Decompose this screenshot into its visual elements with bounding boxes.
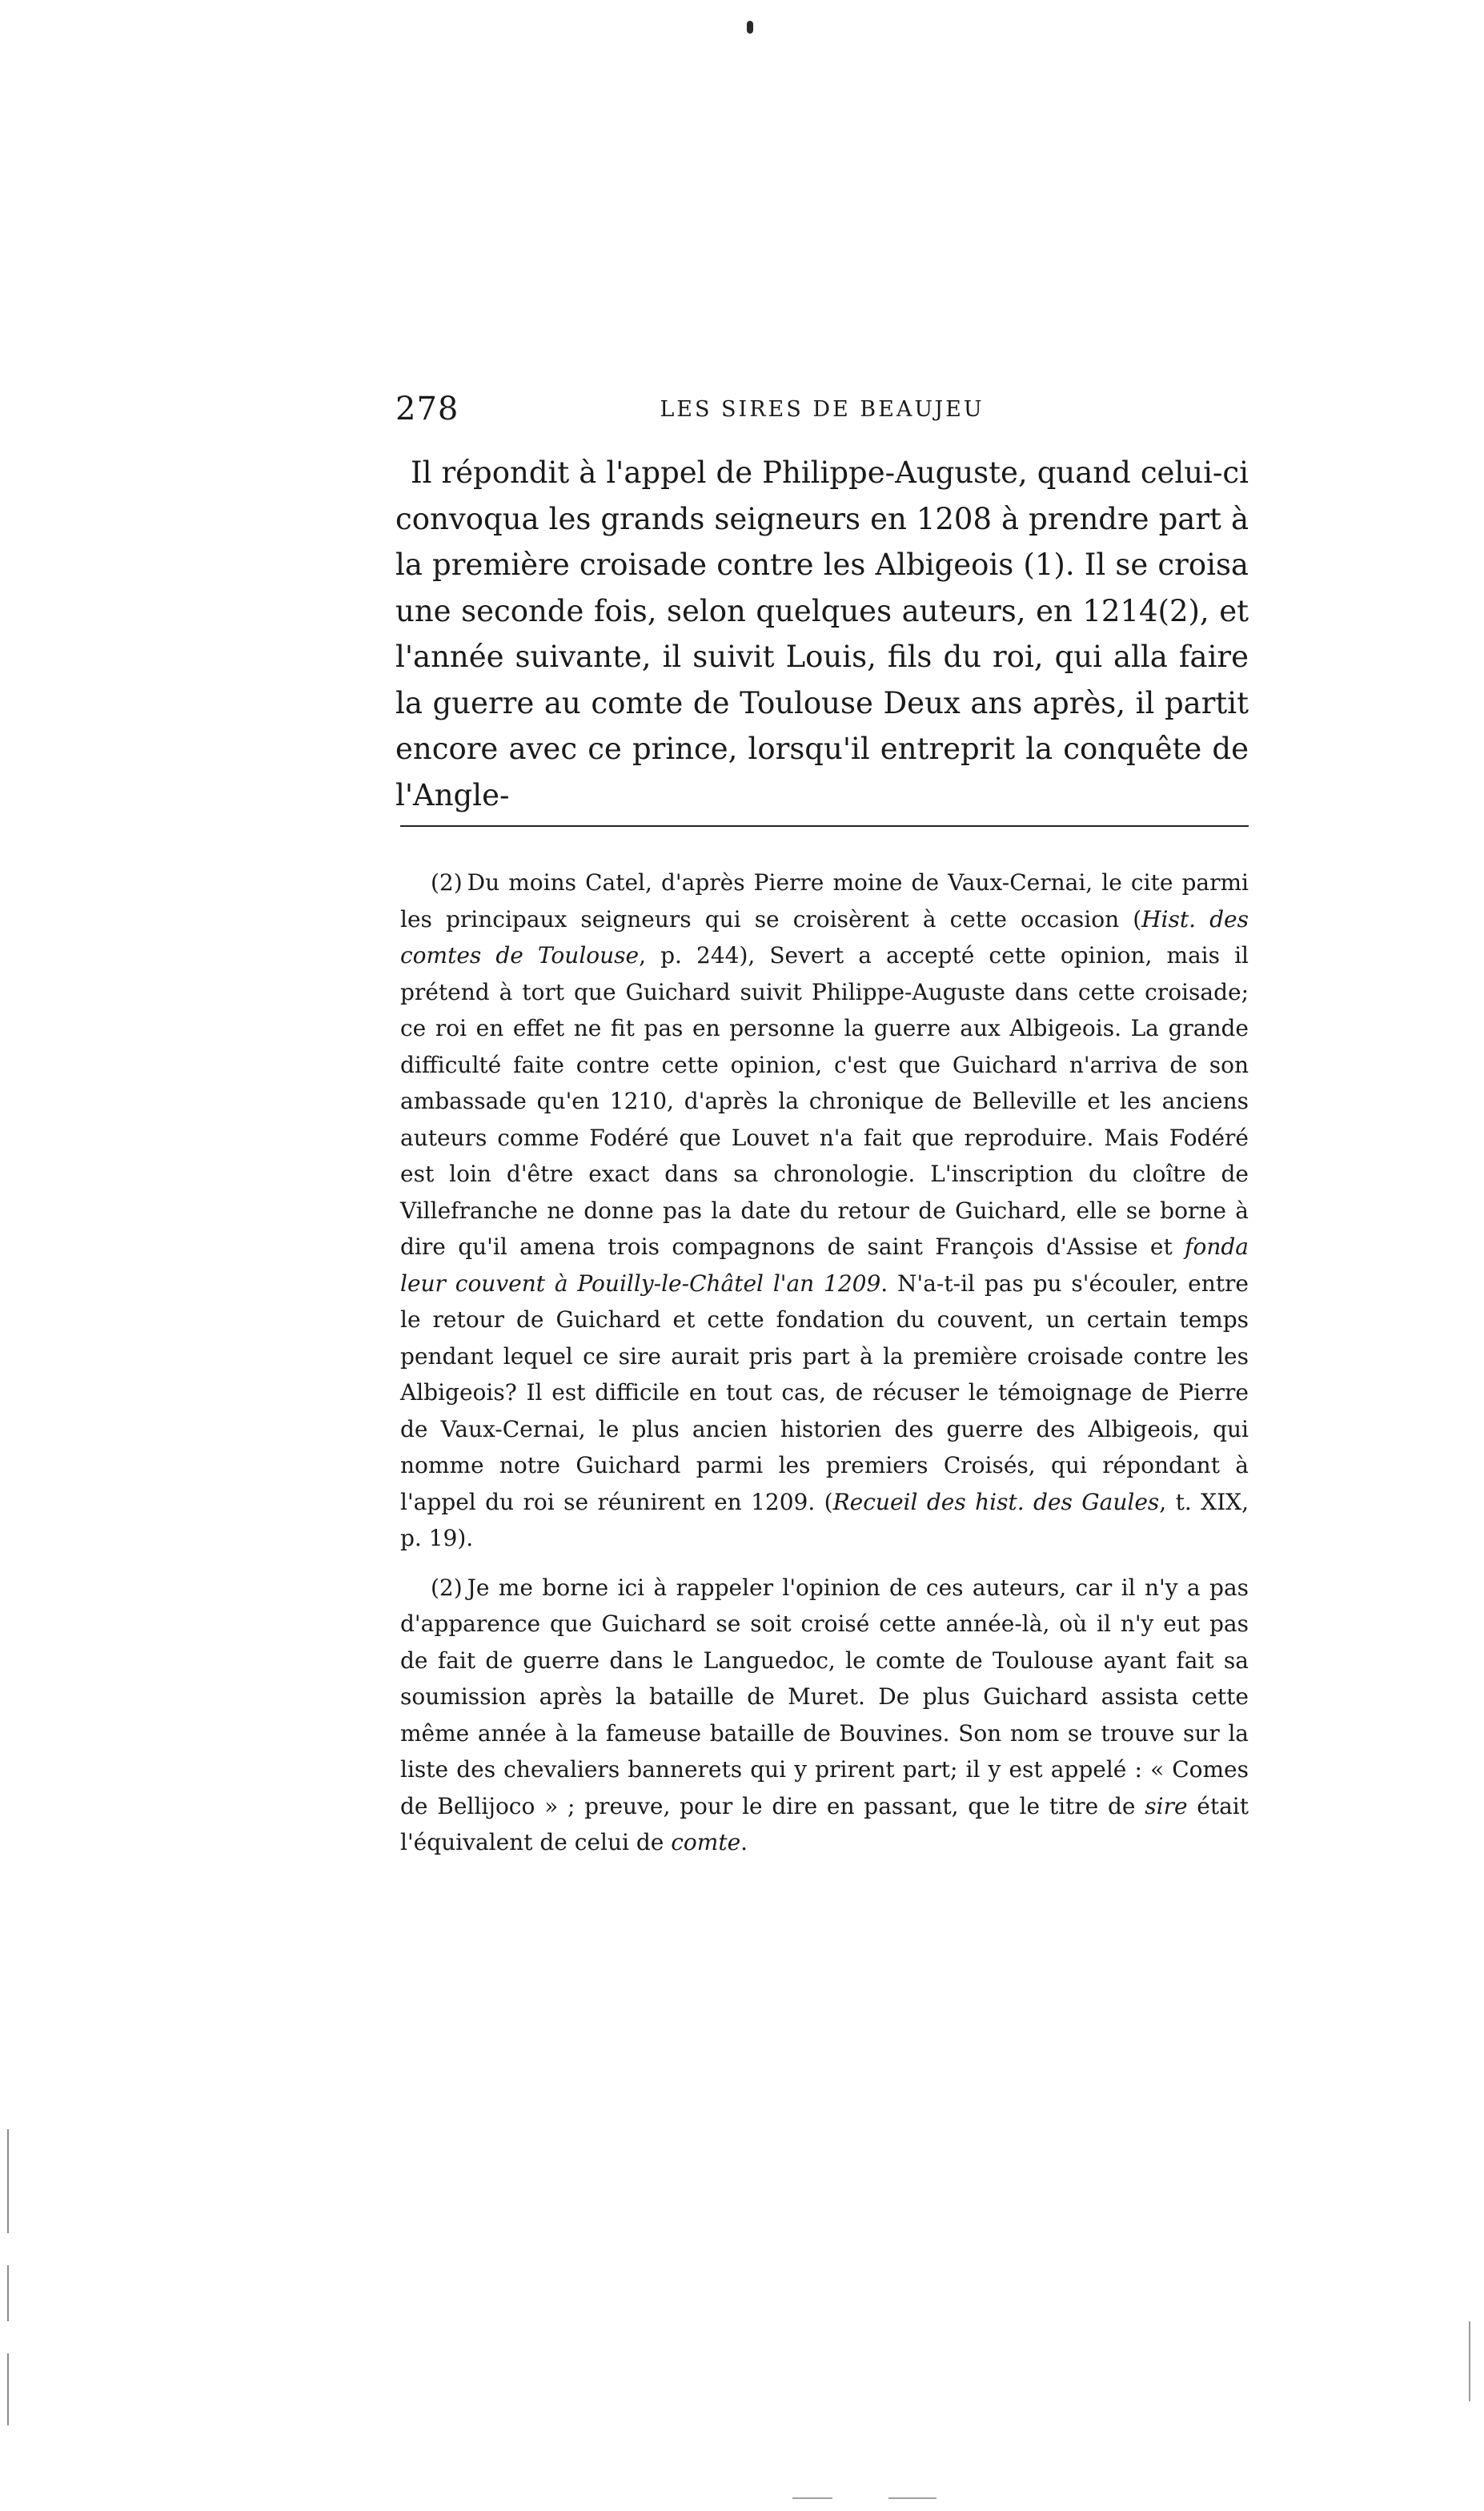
scan-mark — [888, 2497, 937, 2499]
footnote-text: , p. 244), Severt a accepté cette opinion, mais il prétend à tort que Guichard suivit Philippe-Auguste dans cette croisade; ce roi en effet ne fit pas en personne la guerre aux Albigeois. La grande difficulté faite contre cette opinion, c'est que Guichard n'arriva de son ambassade qu'en 1210, d'après la chronique de Belleville et les anciens auteurs comme Fodéré que Louvet n'a fait que reproduire. Mais Fodéré est loin d'être exact dans sa chronologie. L'inscription du cloître de Villefranche ne donne pas la date du retour de Guichard, elle se borne à dire qu'il amena trois compagnons de saint François d'Assise et — [400, 942, 1249, 1260]
footnote — [400, 864, 1249, 1557]
running-title: LES SIRES DE BEAUJEU — [660, 397, 985, 422]
emphasis: comte — [671, 1829, 741, 1855]
quoted-inscription: fonda leur couvent à Pouilly-le-Châtel l'an 1209 — [400, 1233, 1249, 1297]
scan-edge-right — [1469, 2321, 1470, 2401]
footnote-marker: (2) — [431, 1574, 463, 1601]
citation-title: Hist. des comtes de Toulouse — [400, 905, 1249, 969]
footnotes — [400, 864, 1249, 1874]
page-number: 278 — [395, 391, 459, 427]
scan-edge-left — [7, 2353, 9, 2425]
scan-mark — [792, 2497, 832, 2499]
footnote-text: . N'a-t-il pas pu s'écouler, entre le retour de Guichard et cette fondation du couvent, un certain temps pendant lequel ce sire aurait pris part à la première croisade contre les Albigeois? Il est difficile en tout cas, de récuser le témoignage de Pierre de Vaux-Cernai, le plus ancien historien des guerre des Albigeois, qui nomme notre Guichard parmi les premiers Croisés, qui répondant à l'appel du roi se réunirent en 1209. ( — [400, 1270, 1249, 1515]
footnote-marker: (2) — [431, 869, 463, 896]
footnote-text: Du moins Catel, d'après Pierre moine de Vaux-Cernai, le cite parmi les principaux seigneurs qui se croisèrent à cette occasion ( — [400, 869, 1249, 933]
scan-edge-left — [7, 2265, 9, 2321]
page-header — [395, 391, 1249, 431]
footnote-text: , t. XIX, p. 19). — [400, 1488, 1249, 1551]
citation-title: Recueil des hist. des Gaules — [832, 1488, 1160, 1515]
footnote-text: . — [740, 1829, 748, 1855]
footnote — [400, 1570, 1249, 1861]
footnote-text: Je me borne ici à rappeler l'opinion de ces auteurs, car il n'y a pas d'apparence que Guichard se soit croisé cette année-là, où il n'y eut pas de fait de guerre dans le Languedoc, le comte de Toulouse ayant fait sa soumission après la bataille de Muret. De plus Guichard assista cette même année à la fameuse bataille de Bouvines. Son nom se trouve sur la liste des chevaliers bannerets qui y prirent part; il y est appelé : « Comes de Bellijoco » ; preuve, pour le dire en passant, que le titre de — [400, 1574, 1249, 1819]
main-text — [395, 450, 1249, 818]
main-paragraph: Il répondit à l'appel de Philippe-Auguste, quand celui-ci convoqua les grands seigneurs en 1208 à prendre part à la première croisade contre les Albigeois (1). Il se croisa une seconde fois, selon quelques auteurs, en 1214(2), et l'année suivante, il suivit Louis, fils du roi, qui alla faire la guerre au comte de Toulouse Deux ans après, il partit encore avec ce prince, lorsqu'il entreprit la conquête de l'Angle- — [395, 455, 1249, 812]
emphasis: sire — [1145, 1792, 1188, 1819]
scan-edge-left — [7, 2129, 9, 2233]
footnote-text: était l'équivalent de celui de — [400, 1792, 1249, 1855]
ink-mark — [747, 21, 753, 34]
footnote-separator — [400, 825, 1249, 827]
